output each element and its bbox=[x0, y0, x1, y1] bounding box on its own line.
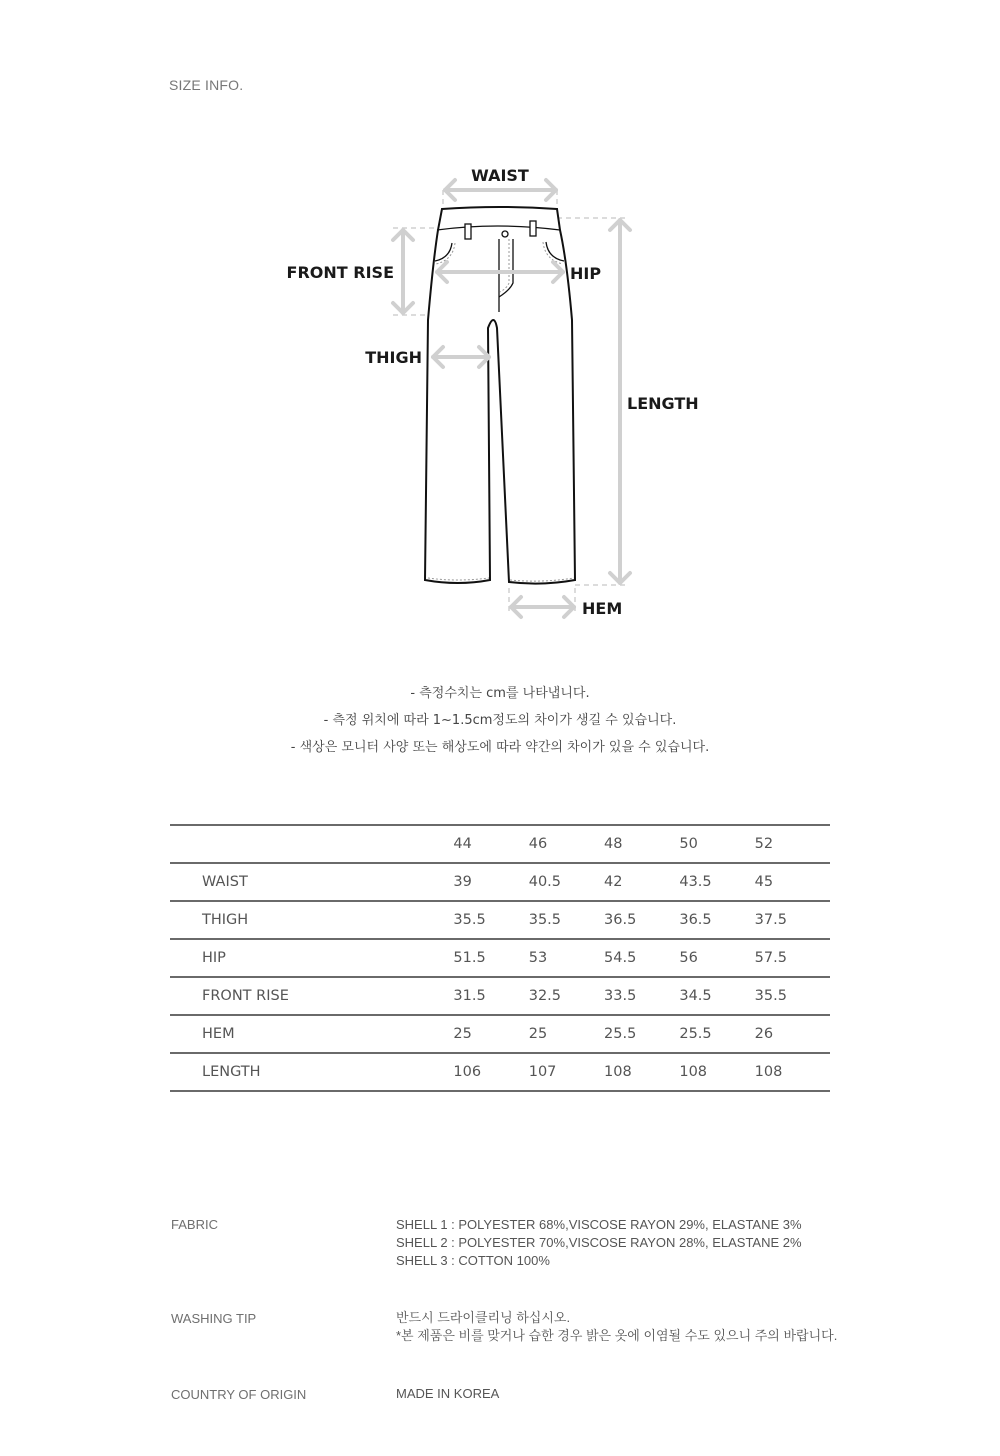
table-cell: 54.5 bbox=[604, 939, 679, 977]
table-cell: 34.5 bbox=[679, 977, 754, 1015]
table-cell: 35.5 bbox=[529, 901, 604, 939]
table-row bbox=[170, 901, 830, 939]
waist-label: WAIST bbox=[471, 166, 529, 185]
size-header-row bbox=[170, 825, 830, 863]
hip-label: HIP bbox=[570, 264, 602, 283]
measurement-notes bbox=[0, 680, 1000, 761]
table-cell: 39 bbox=[453, 863, 528, 901]
country-of-origin-value bbox=[396, 1385, 499, 1403]
table-row bbox=[170, 1015, 830, 1053]
table-cell: 35.5 bbox=[453, 901, 528, 939]
table-cell: 36.5 bbox=[604, 901, 679, 939]
row-label: HEM bbox=[170, 1015, 453, 1053]
length-label: LENGTH bbox=[627, 394, 699, 413]
table-cell: 35.5 bbox=[755, 977, 830, 1015]
table-cell: 25 bbox=[453, 1015, 528, 1053]
washing-tip-value bbox=[396, 1309, 837, 1345]
hem-label: HEM bbox=[582, 599, 623, 618]
note-line: - 측정수치는 cm를 나타냅니다. bbox=[410, 686, 590, 701]
size-header-cell: 50 bbox=[679, 825, 754, 863]
row-label: THIGH bbox=[170, 901, 453, 939]
washing-line: *본 제품은 비를 맞거나 습한 경우 밝은 옷에 이염될 수도 있으니 주의 바랍니다. bbox=[396, 1328, 838, 1343]
table-cell: 42 bbox=[604, 863, 679, 901]
fabric-line: SHELL 1 : POLYESTER 68%,VISCOSE RAYON 29%, ELASTANE 3% bbox=[396, 1217, 802, 1232]
table-cell: 25.5 bbox=[604, 1015, 679, 1053]
table-cell: 40.5 bbox=[529, 863, 604, 901]
table-cell: 57.5 bbox=[755, 939, 830, 977]
row-label: FRONT RISE bbox=[170, 977, 453, 1015]
page-title: SIZE INFO. bbox=[169, 77, 244, 93]
table-cell: 108 bbox=[755, 1053, 830, 1091]
table-cell: 106 bbox=[453, 1053, 528, 1091]
size-header-cell: 44 bbox=[453, 825, 528, 863]
size-header-cell: 48 bbox=[604, 825, 679, 863]
table-row bbox=[170, 939, 830, 977]
table-cell: 53 bbox=[529, 939, 604, 977]
pants-size-diagram bbox=[0, 140, 1000, 630]
hem-arrow-icon bbox=[511, 597, 574, 617]
table-cell: 25 bbox=[529, 1015, 604, 1053]
table-cell: 36.5 bbox=[679, 901, 754, 939]
table-cell: 43.5 bbox=[679, 863, 754, 901]
origin-line: MADE IN KOREA bbox=[396, 1386, 500, 1401]
front-rise-label: FRONT RISE bbox=[286, 263, 394, 282]
table-cell: 45 bbox=[755, 863, 830, 901]
size-table bbox=[170, 824, 830, 1092]
fabric-line: SHELL 3 : COTTON 100% bbox=[396, 1253, 550, 1268]
row-label: LENGTH bbox=[170, 1053, 453, 1091]
fabric-label: FABRIC bbox=[171, 1217, 218, 1232]
front-rise-arrow-icon bbox=[393, 230, 413, 313]
table-row bbox=[170, 863, 830, 901]
table-cell: 32.5 bbox=[529, 977, 604, 1015]
table-cell: 108 bbox=[604, 1053, 679, 1091]
table-cell: 108 bbox=[679, 1053, 754, 1091]
table-cell: 31.5 bbox=[453, 977, 528, 1015]
washing-tip-label: WASHING TIP bbox=[171, 1311, 257, 1326]
fabric-line: SHELL 2 : POLYESTER 70%,VISCOSE RAYON 28%, ELASTANE 2% bbox=[396, 1235, 802, 1250]
note-line: - 색상은 모니터 사양 또는 해상도에 따라 약간의 차이가 있을 수 있습니다. bbox=[290, 740, 710, 755]
table-row bbox=[170, 977, 830, 1015]
table-cell: 56 bbox=[679, 939, 754, 977]
table-cell: 26 bbox=[755, 1015, 830, 1053]
fabric-value bbox=[396, 1216, 802, 1270]
table-cell: 107 bbox=[529, 1053, 604, 1091]
thigh-label: THIGH bbox=[365, 348, 422, 367]
washing-line: 반드시 드라이클리닝 하십시오. bbox=[396, 1310, 571, 1325]
table-cell: 25.5 bbox=[679, 1015, 754, 1053]
table-cell: 33.5 bbox=[604, 977, 679, 1015]
row-label: HIP bbox=[170, 939, 453, 977]
row-label: WAIST bbox=[170, 863, 453, 901]
table-cell: 51.5 bbox=[453, 939, 528, 977]
size-header-cell: 52 bbox=[755, 825, 830, 863]
empty-header-cell bbox=[170, 825, 453, 863]
size-header-cell: 46 bbox=[529, 825, 604, 863]
table-row bbox=[170, 1053, 830, 1091]
table-cell: 37.5 bbox=[755, 901, 830, 939]
note-line: - 측정 위치에 따라 1~1.5cm정도의 차이가 생길 수 있습니다. bbox=[323, 713, 677, 728]
country-of-origin-label: COUNTRY OF ORIGIN bbox=[171, 1387, 307, 1402]
